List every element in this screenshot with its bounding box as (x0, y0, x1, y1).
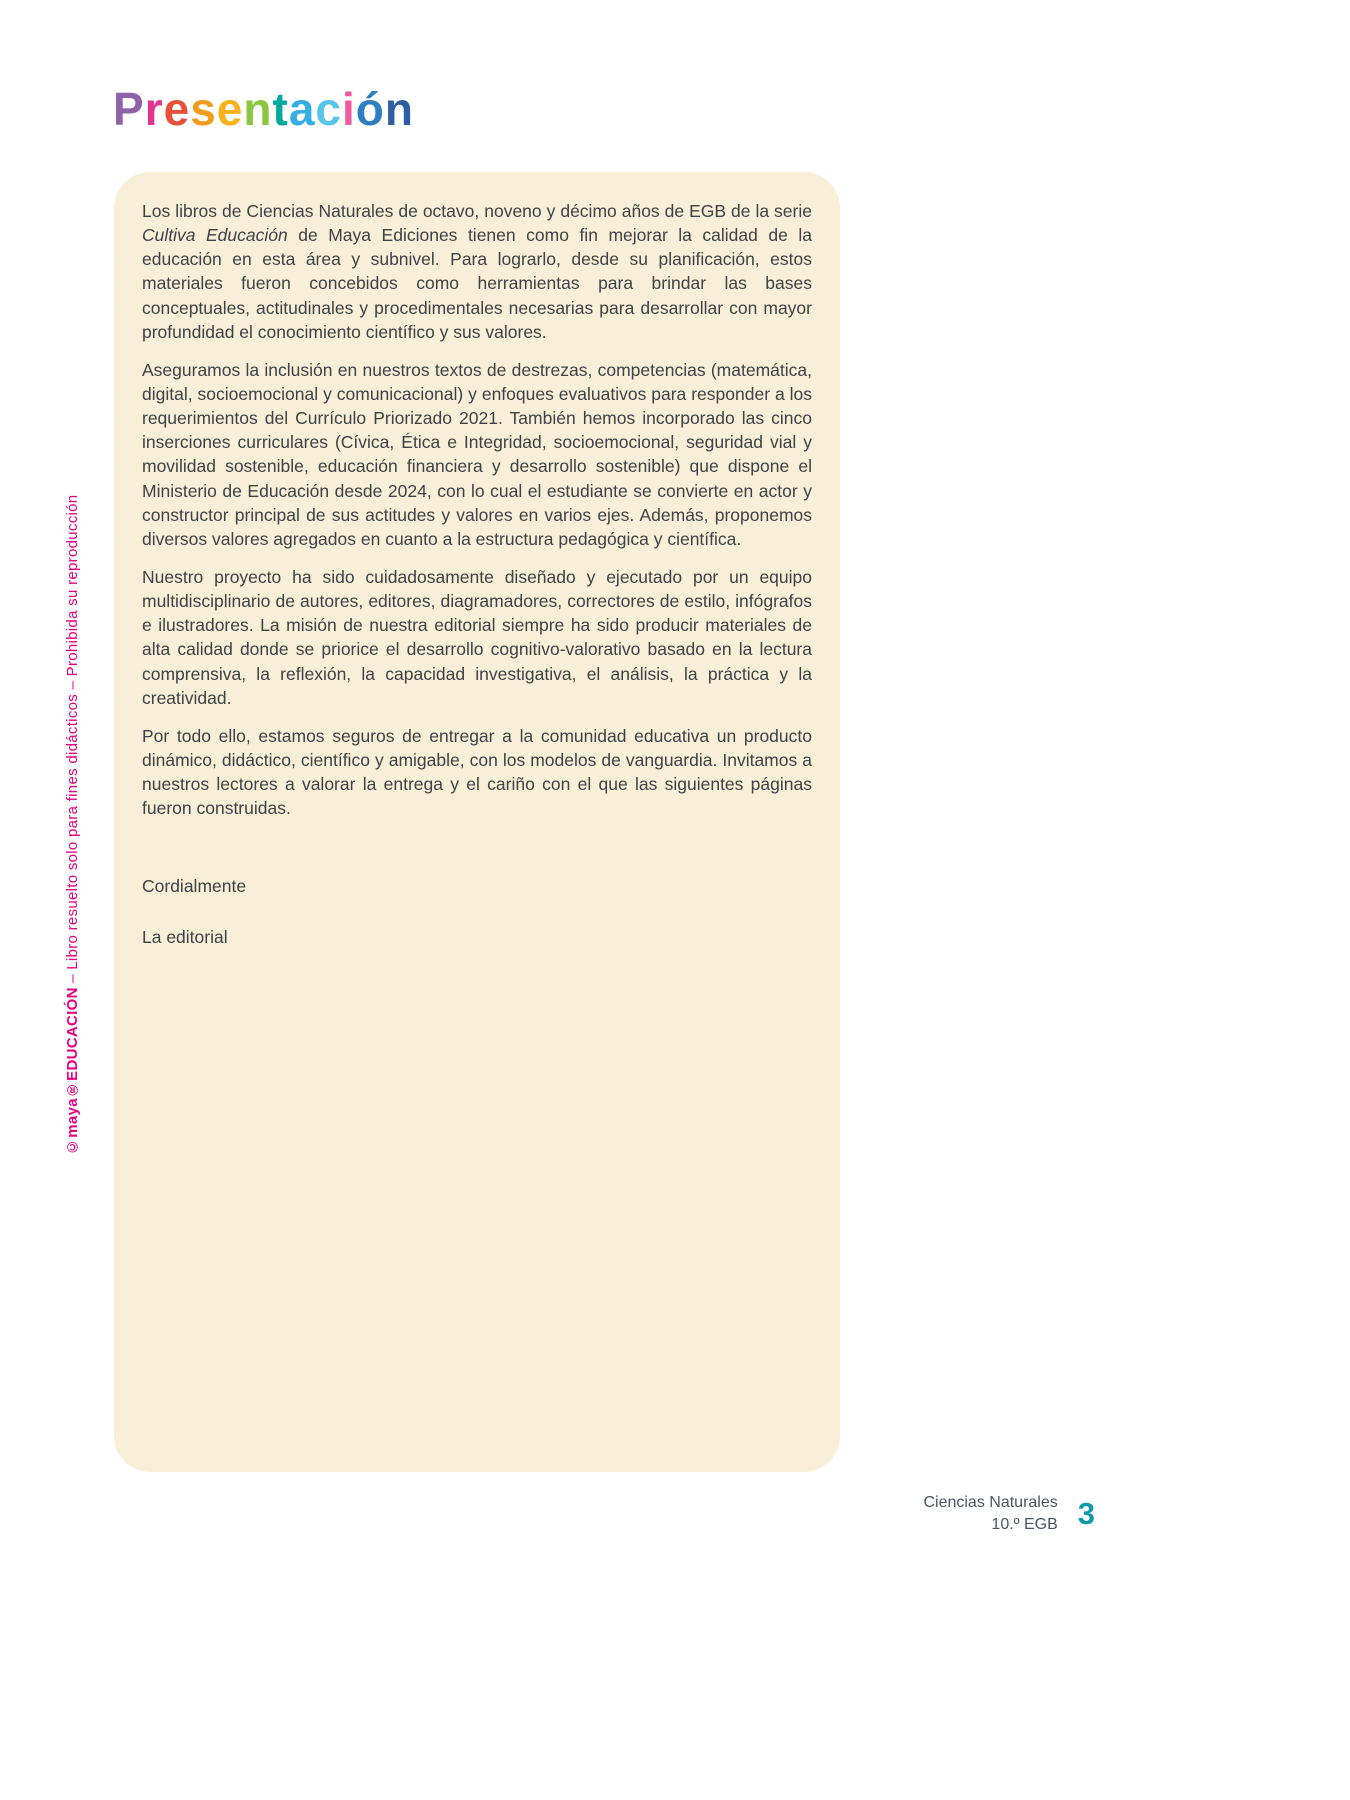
closing-signature: La editorial (142, 926, 228, 947)
title-letter: a (288, 83, 316, 135)
title-letter: r (144, 83, 164, 135)
footer-grade: 10.º EGB (991, 1515, 1058, 1533)
copyright-notice: – Libro resuelto solo para fines didácticos – Prohibida su reproducción (64, 494, 81, 988)
page-footer (923, 1492, 1095, 1535)
title-letter: n (243, 83, 273, 135)
title-letter: n (384, 83, 414, 135)
closing-salutation: Cordialmente (142, 876, 247, 897)
footer-subject: Ciencias Naturales (923, 1494, 1058, 1511)
title-letter: c (315, 83, 342, 135)
paragraph-closing: Por todo ello, estamos seguros de entregar a la comunidad educativa un producto dinámico, didáctico, científico y amigable, con los modelos de vanguardia. Invitamos a nuestros lectores a valorar la entrega y el cariño con el que las siguientes páginas fueron construidas. (142, 725, 812, 819)
title-letter: e (163, 83, 191, 135)
copyright-sidebar (64, 423, 81, 1155)
page-number: 3 (1077, 1495, 1095, 1531)
page-title (113, 84, 414, 135)
paragraph-team: Nuestro proyecto ha sido cuidadosamente diseñado y ejecutado por un equipo multidisciplinario de autores, editores, diagramadores, correctores de estilo, infógrafos e ilustradores. La misión de nuestra editorial siempre ha sido producir materiales de alta calidad donde se priorice el desarrollo cognitivo-valorativo basado en la lectura comprensiva, la reflexión, la capacidad investigativa, el análisis, la práctica y la creatividad. (142, 566, 812, 708)
paragraph-text: de Maya Ediciones tienen como fin mejorar la calidad de la educación en esta área y subnivel. Para lograrlo, desde su planificación, estos materiales fueron concebidos como herramientas para brindar las bases conceptuales, actitudinales y procedimentales necesarias para desarrollar con mayor profundidad el conocimiento científico y sus valores. (142, 225, 812, 342)
title-letter: s (190, 83, 217, 135)
title-letter: t (272, 83, 289, 135)
publisher-logo: ©maya®EDUCACIÓN (64, 987, 81, 1155)
paragraph-curriculum: Aseguramos la inclusión en nuestros textos de destrezas, competencias (matemática, digital, socioemocional y comunicacional) y enfoques evaluativos para responder a los requerimientos del Currículo Priorizado 2021. También hemos incorporado las cinco inserciones curriculares (Cívica, Ética e Integridad, socioemocional, seguridad vial y movilidad sostenible, educación financiera y desarrollo sostenible) que dispone el Ministerio de Educación desde 2024, con lo cual el estudiante se convierte en actor y constructor principal de sus actitudes y valores en varios ejes. Además, proponemos diversos valores agregados en cuanto a la estructura pedagógica y científica. (142, 359, 812, 549)
title-letter: i (342, 83, 356, 135)
series-name-italic: Cultiva Educación (142, 225, 288, 246)
title-letter: P (113, 83, 145, 135)
presentation-panel (114, 172, 840, 1472)
footer-subject-grade (923, 1492, 1057, 1535)
paragraph-text: Los libros de Ciencias Naturales de octavo, noveno y décimo años de EGB de la serie (142, 201, 812, 221)
title-letter: e (216, 83, 244, 135)
title-letter: ó (355, 83, 385, 135)
paragraph-intro (142, 199, 812, 344)
